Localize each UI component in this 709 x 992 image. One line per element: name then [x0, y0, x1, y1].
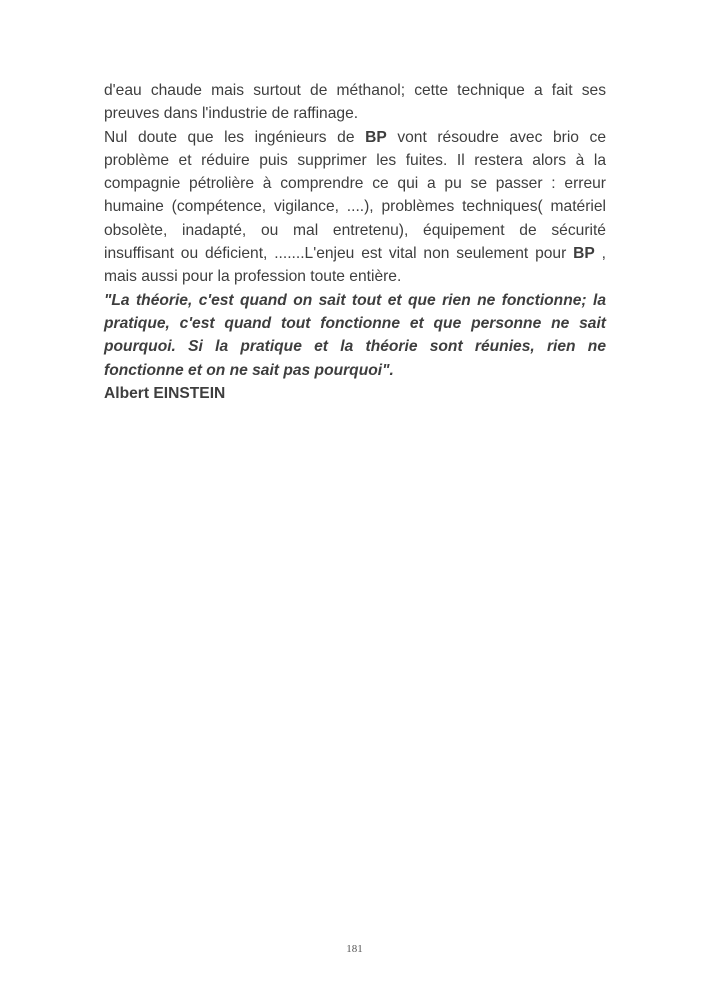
paragraph-text: Nul doute que les ingénieurs de: [104, 128, 366, 146]
quote-author: Albert EINSTEIN: [104, 384, 226, 402]
page-number: 181: [346, 943, 363, 955]
einstein-quote: "La théorie, c'est quand on sait tout et que rien ne fonctionne; la pratique, c'est quand tout fonctionne et que personne ne sait pourquoi. Si la pratique et la théorie sont réunies, rien ne fonctionne et on ne sait pas pourquoi".: [104, 291, 606, 379]
page-body: [104, 79, 606, 405]
paragraph-text: , mais aussi pour la profession toute entière.: [104, 245, 606, 286]
company-name-bp: BP: [573, 245, 595, 263]
paragraph-text: vont résoudre avec brio ce problème et réduire puis supprimer les fuites. Il restera alors à la compagnie pétrolière à comprendre ce qui a pu se passer : erreur humaine (compétence, vigilance, ....), problèmes techniques( matériel obsolète, inadapté, ou mal entretenu), équipement de sécurité insuffisant ou déficient, .......L'enjeu est vital non seulement pour: [104, 128, 607, 263]
paragraph-engineers: [104, 126, 606, 289]
paragraph-methanol: d'eau chaude mais surtout de méthanol; cette technique a fait ses preuves dans l'industrie de raffinage.: [104, 82, 606, 123]
company-name-bp: BP: [365, 128, 387, 146]
